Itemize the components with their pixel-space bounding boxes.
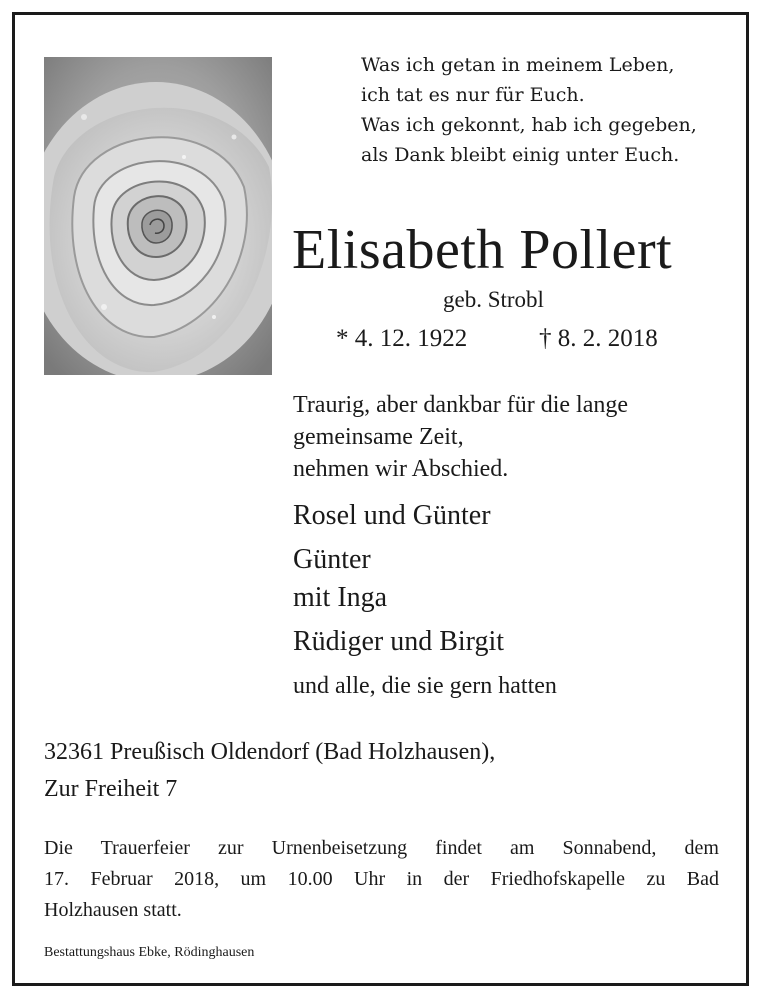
family-group (293, 541, 504, 617)
ceremony-line: Holzhausen statt. (44, 899, 182, 921)
birth-name: geb. Strobl (443, 287, 544, 312)
address-line: 32361 Preußisch Oldendorf (Bad Holzhausen), (44, 739, 496, 765)
poem (361, 50, 697, 170)
poem-line: Was ich gekonnt, hab ich gegeben, (361, 114, 697, 136)
ceremony-line: Die Trauerfeier zur Urnenbeisetzung findet am Sonnabend, dem (44, 837, 719, 859)
address-line: Zur Freiheit 7 (44, 776, 178, 802)
address (44, 734, 495, 808)
family-others: und alle, die sie gern hatten (293, 673, 557, 699)
family-group (293, 623, 504, 661)
rose-photo (44, 57, 272, 375)
ceremony-line: 17. Februar 2018, um 10.00 Uhr in der Friedhofskapelle zu Bad (44, 868, 719, 890)
family-member: Rüdiger und Birgit (293, 626, 505, 657)
rose-icon (44, 57, 272, 375)
ceremony-notice (44, 833, 719, 926)
birth-date: * 4. 12. 1922 (336, 325, 468, 352)
funeral-home: Bestattungshaus Ebke, Rödinghausen (44, 945, 255, 960)
poem-line: als Dank bleibt einig unter Euch. (361, 144, 680, 166)
mourning-line: Traurig, aber dankbar für die lange (293, 392, 628, 418)
mourning-text (293, 389, 628, 485)
mourning-line: gemeinsame Zeit, (293, 424, 464, 450)
death-date: † 8. 2. 2018 (539, 325, 658, 352)
mourning-line: nehmen wir Abschied. (293, 456, 509, 482)
family-member: Rosel und Günter (293, 500, 491, 531)
poem-line: ich tat es nur für Euch. (361, 84, 585, 106)
deceased-name: Elisabeth Pollert (292, 219, 673, 281)
poem-line: Was ich getan in meinem Leben, (361, 54, 675, 76)
family-member: mit Inga (293, 582, 388, 613)
family-member: Günter (293, 544, 371, 575)
family-list (293, 497, 504, 667)
family-group (293, 497, 504, 535)
